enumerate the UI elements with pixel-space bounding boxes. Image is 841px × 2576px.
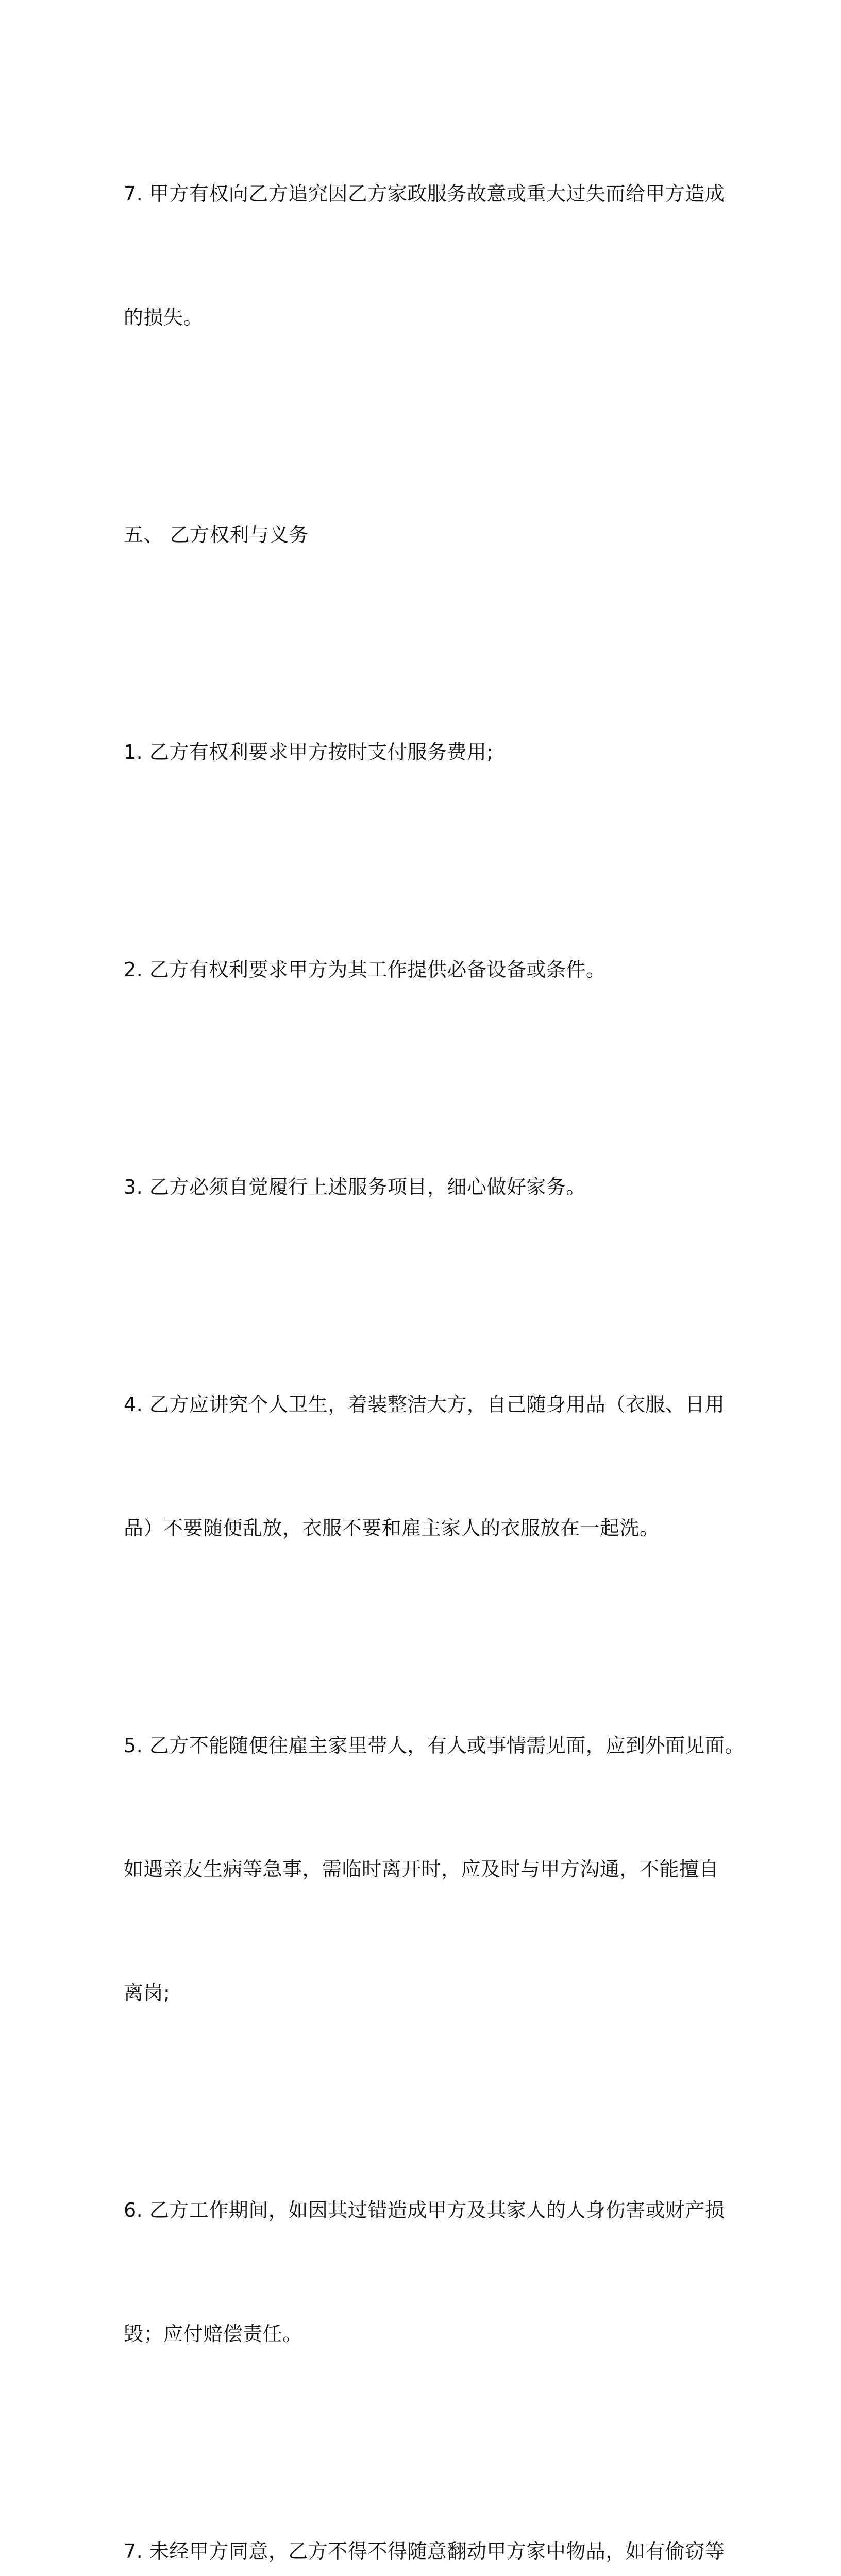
text-line: 品）不要随便乱放，衣服不要和雇主家人的衣服放在一起洗。: [124, 1517, 660, 1539]
text-line: 如遇亲友生病等急事，需临时离开时，应及时与甲方沟通，不能擅自: [124, 1858, 719, 1880]
text-line: 离岗;: [124, 1981, 171, 2004]
clause-5-5: [124, 1642, 745, 2096]
text-line: 6. 乙方工作期间，如因其过错造成甲方及其家人的人身伤害或财产损: [124, 2199, 725, 2222]
section-heading: 五、 乙方权利与义务: [124, 523, 309, 546]
text-line: 1. 乙方有权利要求甲方按时支付服务费用;: [124, 741, 494, 764]
clause-5-1: [124, 649, 716, 855]
clause-5-3: [124, 1084, 716, 1290]
clause-5-7: [124, 2448, 725, 2576]
text-line: 7. 未经甲方同意，乙方不得不得随意翻动甲方家中物品，如有偷窃等: [124, 2540, 725, 2563]
document-body: [124, 91, 745, 2576]
text-line: 的损失。: [124, 306, 204, 329]
section-heading-5: [124, 432, 716, 638]
clause-5-4: [124, 1301, 725, 1631]
clause-5-6: [124, 2107, 725, 2437]
text-line: 7. 甲方有权向乙方追究因乙方家政服务故意或重大过失而给甲方造成: [124, 182, 725, 205]
text-line: 4. 乙方应讲究个人卫生，着装整洁大方，自己随身用品（衣服、日用: [124, 1393, 725, 1416]
text-line: 3. 乙方必须自觉履行上述服务项目，细心做好家务。: [124, 1176, 586, 1198]
text-line: 2. 乙方有权利要求甲方为其工作提供必备设备或条件。: [124, 958, 606, 981]
text-line: 毁；应付赔偿责任。: [124, 2323, 302, 2345]
text-line: 5. 乙方不能随便往雇主家里带人，有人或事情需见面，应到外面见面。: [124, 1734, 745, 1757]
clause-4-7: [124, 91, 725, 420]
clause-5-2: [124, 867, 716, 1073]
